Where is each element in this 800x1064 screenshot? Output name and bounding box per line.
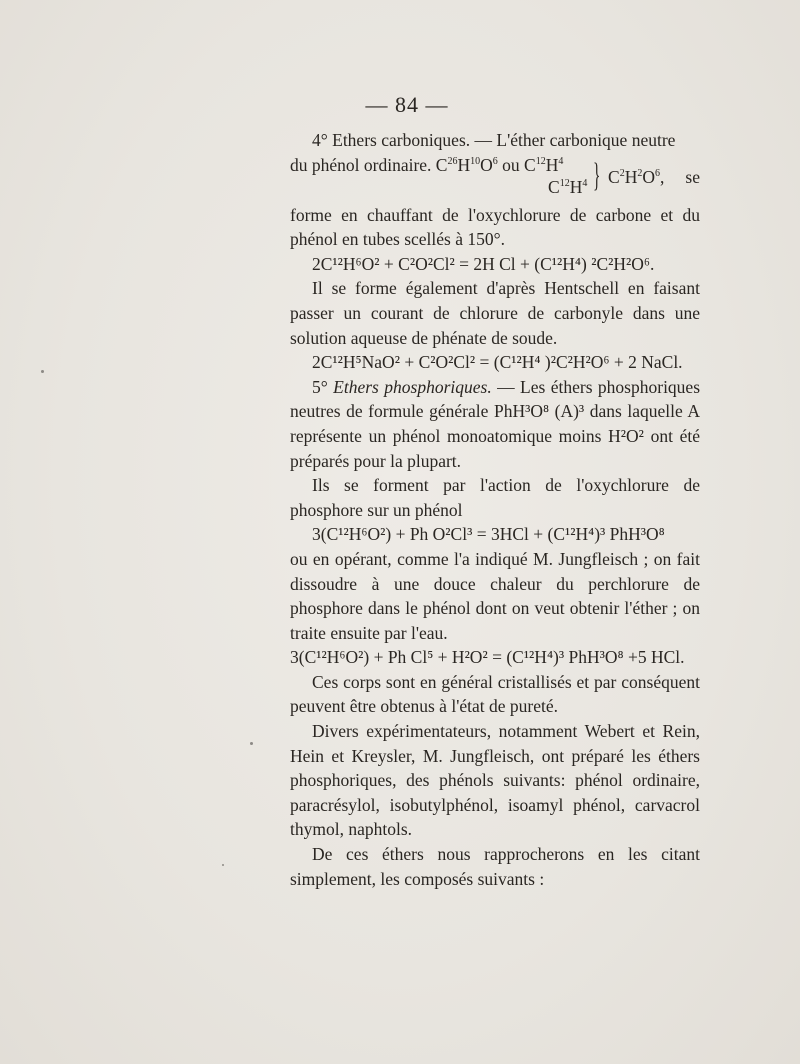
paragraph-1: forme en chauffant de l'oxychlorure de carbone et du phénol en tubes scellés à 150°. [290,204,700,250]
section-5-paragraph [290,375,700,473]
page-number: — 84 — [365,92,449,117]
paragraph-3: Ils se forment par l'action de l'oxychlorure de phosphore sur un phénol [290,475,700,520]
section-5-number: 5° [312,376,334,397]
paragraph-6: Divers expérimentateurs, notamment Webert et Rein, Hein et Kreysler, M. Jungfleisch, ont préparé les éthers phosphoriques, des phénols suivants: phénol ordinaire, paracrésylol, isobutylphénol, isoamyl phénol, carvacrol thymol, naphtols. [290,721,700,840]
paper-speck [222,864,224,866]
paragraph-7: De ces éthers nous rapprocherons en les citant simplement, les composés suivants : [290,844,700,889]
formula-brace: } [593,156,601,194]
formula-bottom-line: $C^{12}H^4$ [548,176,588,197]
formula-top-line: du phénol ordinaire. $C^{26}H^{10}O^6$ ou $C^{12}H^4$ [290,154,564,175]
equation-2: 2C¹²H⁵NaO² + C²O²Cl² = (C¹²H⁴ )²C²H²O⁶ + 2 NaCl. [312,352,683,373]
paragraph-5: Ces corps sont en général cristallisés et par conséquent peuvent être obtenus à l'état de pureté. [290,671,700,717]
section-5-title: Ethers phosphoriques. [333,376,492,397]
equation-1: 2C¹²H⁶O² + C²O²Cl² = 2H Cl + (C¹²H⁴) ²C²H²O⁶. [312,253,655,274]
body-text [290,128,700,891]
formula-se: se [685,166,700,187]
section-5-text: — Les éthers phosphoriques neutres de formule générale PhH³O⁸ (A)³ dans laquelle A représente un phénol monoatomique moins H²O² ont été préparés pour la plupart. [290,376,701,471]
section-4-title-rest: — L'éther carbonique neutre [470,130,676,150]
paragraph-2: Il se forme également d'après Hentschell en faisant passer un courant de chlorure de carbonyle dans une solution aqueuse de phénate de soude. [290,278,700,348]
paragraph-4: ou en opérant, comme l'a indiqué M. Jungfleisch ; on fait dissoudre à une douce chaleur du perchlorure de phosphore dans le phénol dont on veut obtenir l'éther ; on traite ensuite par l'eau. [290,548,700,643]
paper-speck [41,370,44,373]
section-4-heading-line [290,128,700,153]
ether-carbonique-formula [290,153,700,203]
equation-4: 3(C¹²H⁶O²) + Ph Cl⁵ + H²O² = (C¹²H⁴)³ PhH³O⁸ +5 HCl. [290,647,685,668]
section-4-title: 4° Ethers carboniques. [312,130,471,150]
equation-3: 3(C¹²H⁶O²) + Ph O²Cl³ = 3HCl + (C¹²H⁴)³ PhH³O⁸ [312,524,665,545]
paper-speck [250,742,253,745]
formula-right: $C^2H^2O^6$, [608,166,665,187]
